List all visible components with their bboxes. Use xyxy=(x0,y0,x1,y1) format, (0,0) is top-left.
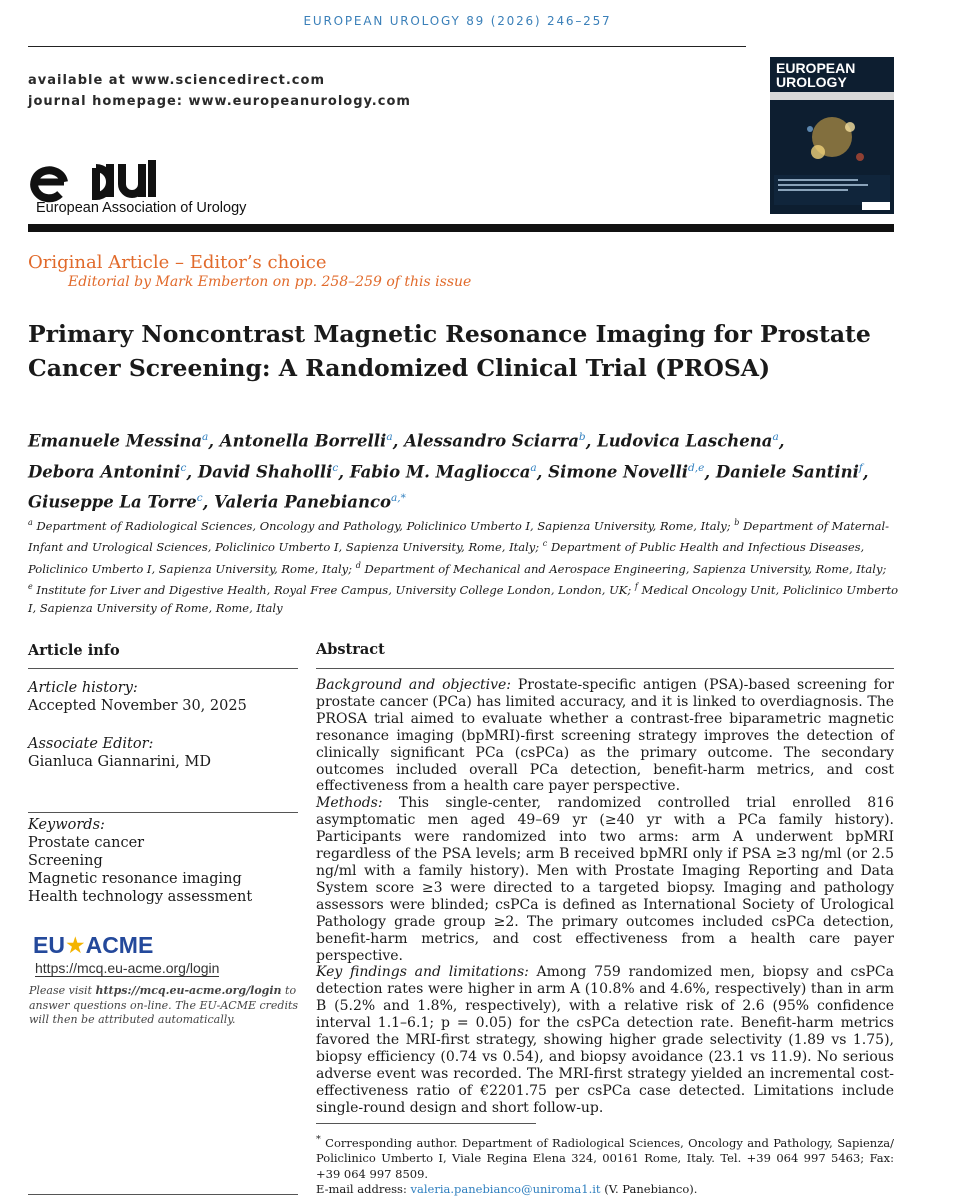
journal-homepage-line[interactable]: journal homepage: www.europeanurology.com xyxy=(28,94,411,109)
author-name: Valeria Panebianco xyxy=(214,492,392,512)
author-affiliation-link[interactable]: a,* xyxy=(391,492,406,504)
author-affiliation-link[interactable]: a xyxy=(386,431,393,443)
author-name: Alessandro Sciarra xyxy=(404,431,579,451)
bottom-rule xyxy=(28,1194,298,1195)
keyword-item[interactable]: Magnetic resonance imaging xyxy=(28,871,242,887)
author-name: Ludovica Laschena xyxy=(597,431,773,451)
author-name: Giuseppe La Torre xyxy=(28,492,197,512)
journal-reference: EUROPEAN UROLOGY 89 (2026) 246–257 xyxy=(303,14,612,28)
associate-editor: Associate Editor: Gianluca Giannarini, MD xyxy=(28,736,211,770)
footnote-rule xyxy=(316,1123,536,1124)
author-list: Emanuele Messina$^a$, Antonella Borrelli$^a$, Alessandro Sciarra$^b$, Ludovica Laschena$^a$, Debora Antonini$^c$, David Shaholli$^c$, Fabio M. Magliocca$^a$, Simone Novelli$^{d,e}$, Daniele Santini$^f$, Giuseppe La Torre$^c$, Valeria Panebianco$^{a,*}$ xyxy=(28,431,869,512)
author-affiliation-link[interactable]: a xyxy=(772,431,779,443)
eu-acme-logo: EU★ACME xyxy=(33,932,154,958)
abstract-rule xyxy=(316,668,894,669)
keywords-list: Keywords: Prostate cancer Screening Magnetic resonance imaging Health technology assessment xyxy=(28,817,253,905)
author-affiliation-link[interactable]: c xyxy=(180,461,187,474)
email-link[interactable]: valeria.panebianco@uniroma1.it xyxy=(410,1182,601,1197)
author-affiliation-link[interactable]: c xyxy=(332,461,339,474)
abstract-findings: Key findings and limitations: Among 759 randomized men, biopsy and csPCa detection rates were higher in arm A (10.8% and 4.6%, respectively) than in arm B (5.2% and 1.8%, respectively), with a relative risk of 2.6 (95% confidence interval 1.1–6.1; p = 0.05) for the csPCa detection rate. Benefit-harm metrics favored the MRI-first strategy, showing higher grade selectivity (1.89 vs 1.75), biopsy efficiency (0.74 vs 0.54), and biopsy avoidance (23.1 vs 11.9). No serious adverse event was recorded. The MRI-first strategy yielded an incremental cost-effectiveness ratio of €2201.75 per csPCa case detected. Limitations include single-round design and short follow-up. xyxy=(316,964,894,1116)
author-name: Emanuele Messina xyxy=(28,431,203,451)
affiliations: $^a$ Department of Radiological Sciences, Oncology and Pathology, Policlinico Umberto I, Sapienza University, Rome, Italy; $^b$ Department of Maternal-Infant and Urological Sciences, Policlinico Umberto I, Sapienza University, Rome, Italy; $^c$ Department of Public Health and Infectious Diseases, Policlinico Umberto I, Sapienza University, Rome, Italy; $^d$ Department of Mechanical and Aerospace Engineering, Sapienza University, Rome, Italy; $^e$ Institute for Liver and Digestive Health, Royal Free Campus, University College London, London, UK; $^f$ Medical Oncology Unit, Policlinico Umberto I, Sapienza University of Rome, Rome, Italy xyxy=(28,518,899,616)
author-affiliation-link[interactable]: f xyxy=(858,461,863,474)
section-divider xyxy=(28,224,894,232)
eu-acme-link[interactable]: https://mcq.eu-acme.org/login xyxy=(35,960,220,976)
author-affiliation-link[interactable]: a xyxy=(202,431,209,443)
author-name: Antonella Borrelli xyxy=(219,431,387,451)
journal-cover-image[interactable] xyxy=(770,57,894,214)
abstract-heading: Abstract xyxy=(316,641,385,658)
editorial-note[interactable]: Editorial by Mark Emberton on pp. 258–259 of this issue xyxy=(68,274,472,290)
author-name: Debora Antonini xyxy=(28,462,181,481)
eu-acme-note-link[interactable]: https://mcq.eu-acme.org/login xyxy=(95,984,282,997)
sciencedirect-line[interactable]: available at www.sciencedirect.com xyxy=(28,73,325,88)
header-rule xyxy=(28,46,746,47)
author-name: Daniele Santini xyxy=(715,462,859,481)
abstract-body xyxy=(316,677,894,1117)
eu-acme-note: Please visit https://mcq.eu-acme.org/login to answer questions on-line. The EU-ACME credits will then be attributed automatically. xyxy=(29,984,299,1026)
abstract-methods: Methods: This single-center, randomized controlled trial enrolled 816 asymptomatic men aged 49–69 yr (≥40 yr with a PCa family history). Participants were randomized into two arms: arm A underwent bpMRI regardless of the PSA levels; arm B received bpMRI only if PSA ≥3 ng/ml (or 2.5 ng/ml with a family history). Men with Prostate Imaging Reporting and Data System score ≥3 were directed to a targeted biopsy. Imaging and pathology assessors were blinded; csPCa is defined as International Society of Urological Pathology grade group ≥2. The primary outcomes included csPCa detection, benefit-harm metrics, and cost effectiveness from a health care payer perspective. xyxy=(316,795,894,964)
keyword-item[interactable]: Prostate cancer xyxy=(28,835,145,851)
article-title: Primary Noncontrast Magnetic Resonance Imaging for Prostate Cancer Screening: A Randomized Clinical Trial (PROSA) xyxy=(28,320,871,382)
keyword-item[interactable]: Screening xyxy=(28,853,103,869)
author-name: David Shaholli xyxy=(197,462,333,481)
article-type-label: Original Article – Editor’s choice xyxy=(28,252,327,273)
article-history: Article history: Accepted November 30, 2025 xyxy=(28,680,247,714)
cover-title: EUROPEAN UROLOGY xyxy=(776,60,856,90)
star-icon: ★ xyxy=(64,932,86,958)
author-affiliation-link[interactable]: a xyxy=(530,461,537,474)
article-info-rule xyxy=(28,668,298,669)
keywords-rule xyxy=(28,812,298,813)
author-affiliation-link[interactable]: b xyxy=(578,431,586,443)
cover-artwork-icon xyxy=(770,57,894,214)
author-affiliation-link[interactable]: c xyxy=(196,492,203,504)
keyword-item[interactable]: Health technology assessment xyxy=(28,889,253,905)
author-affiliation-link[interactable]: d,e xyxy=(688,461,705,474)
availability-block xyxy=(28,70,411,112)
author-name: Simone Novelli xyxy=(548,462,689,481)
author-name: Fabio M. Magliocca xyxy=(349,462,531,481)
abstract-background: Background and objective: Prostate-specific antigen (PSA)-based screening for prostate cancer (PCa) has limited accuracy, and it is linked to overdiagnosis. The PROSA trial aimed to evaluate whether a contrast-free biparametric magnetic resonance imaging (bpMRI)-first screening strategy improves the detection of clinically significant PCa (csPCa) as the primary outcome. The secondary outcomes included overall PCa detection, benefit-harm metrics, and cost effectiveness from a health care payer perspective. xyxy=(316,677,894,795)
corresponding-author-footnote: * Corresponding author. Department of Radiological Sciences, Oncology and Pathology, Sapienza/ Policlinico Umberto I, Viale Regina Elena 324, 00161 Rome, Italy. Tel. +39 064 997 5463; Fax: +39 064 997 8509. E-mail address: valeria.panebianco@uniroma1.it (V. Panebianco). xyxy=(316,1134,894,1197)
publisher-name: European Association of Urology xyxy=(36,200,247,216)
article-info-heading: Article info xyxy=(28,642,120,659)
